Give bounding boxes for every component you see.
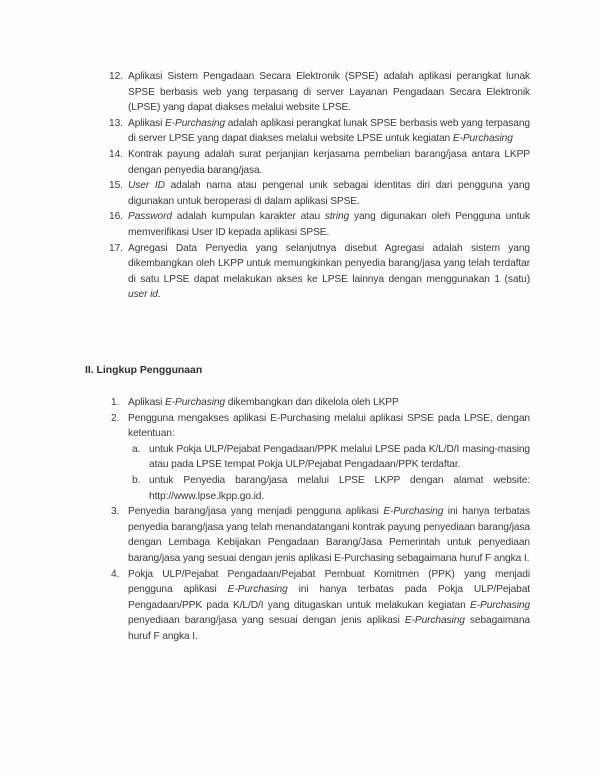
item-text: Agregasi Data Penyedia yang selanjutnya disebut Agregasi adalah sistem yang dikembangkan oleh LKPP untuk memungkinkan penyedia barang/jasa yang telah terdaftar di satu LPSE dapat melakukan akses ke LPSE lainnya dengan menggunakan 1 (satu) [128, 242, 530, 285]
item-text-italic: E-Purchasing [383, 506, 444, 518]
item-text-italic: E-Purchasing [452, 133, 513, 145]
item-text-italic: E-Purchasing [165, 397, 226, 408]
item-text-italic: E-Purchasing [165, 117, 226, 129]
sub-item-text: untuk Penyedia barang/jasa melalui LPSE LKPP dengan alamat website: http://www.lpse.lkpp.go.id. [149, 474, 530, 502]
item-number: 13. [109, 117, 123, 129]
item-text-italic: user id [128, 289, 158, 301]
item-text: Penyedia barang/jasa yang menjadi pengguna aplikasi [128, 506, 384, 518]
item-text-italic: E-Purchasing [227, 584, 288, 596]
item-text: sebagaimana huruf F angka I. [128, 615, 530, 642]
definitions-list [109, 69, 530, 303]
item-text-italic: string [324, 211, 350, 223]
item-text-italic: User ID [128, 180, 165, 192]
item-number: 14. [109, 148, 123, 160]
item-number: 15. [109, 180, 123, 192]
list-item [109, 395, 530, 411]
scope-list [109, 395, 530, 645]
list-item [109, 411, 530, 505]
item-text: penyediaan barang/jasa yang sesuai dengan jenis aplikasi [128, 615, 405, 627]
item-number: 3. [111, 506, 120, 518]
sub-list-item [132, 473, 530, 504]
item-text-italic: E-Purchasing [470, 599, 530, 611]
list-item [109, 241, 530, 303]
item-number: 2. [111, 412, 120, 424]
sub-item-letter: b. [132, 474, 141, 486]
item-text-italic: E-Purchasing [404, 615, 465, 627]
item-number: 17. [109, 242, 123, 254]
item-text: . [157, 289, 161, 301]
item-text-italic: Password [128, 211, 172, 223]
item-text: Pokja ULP/Pejabat Pengadaan/Pejabat Pembuat Komitmen (PPK) yang menjadi pengguna aplikasi [128, 568, 530, 596]
item-text: ini hanya terbatas penyedia barang/jasa yang telah menandatangani kontrak payung penyediaan barang/jasa dengan Lembaga Kebijakan Pengadaan Barang/Jasa Pemerintah untuk penyediaan barang/jasa yang sesuai dengan jenis aplikasi E-Purchasing sebagaimana huruf F angka I. [128, 506, 530, 564]
item-text: Kontrak payung adalah surat perjanjian kerjasama pembelian barang/jasa antara LKPP dengan penyedia barang/jasa. [128, 148, 530, 176]
item-number: 1. [111, 397, 120, 408]
item-text: adalah kumpulan karakter atau [171, 211, 325, 223]
section-heading: II. Lingkup Penggunaan [85, 365, 203, 376]
item-number: 12. [109, 71, 123, 82]
item-text: ini hanya terbatas pada Pokja ULP/Pejabat Pengadaan/PPK pada K/L/D/I yang ditugaskan untuk melakukan kegiatan [128, 584, 530, 611]
list-item [109, 69, 530, 116]
list-item [109, 504, 530, 566]
item-text: adalah nama atau pengenal unik sebagai identitas diri dari pengguna yang digunakan untuk beroperasi di dalam aplikasi SPSE. [128, 180, 530, 207]
list-item [109, 567, 530, 645]
item-number: 4. [111, 568, 120, 580]
item-number: 16. [109, 211, 123, 223]
sub-item-letter: a. [132, 443, 141, 455]
item-text: Aplikasi Sistem Pengadaan Secara Elektronik (SPSE) adalah aplikasi perangkat lunak SPSE berbasis web yang terpasang di server Layanan Pengadaan Secara Elektronik (LPSE) yang dapat diakses melalui website LPSE. [128, 71, 530, 114]
item-text: adalah aplikasi perangkat lunak SPSE berbasis web yang terpasang di server LPSE yang dapat diakses melalui website LPSE untuk kegiatan [128, 117, 531, 145]
list-item [109, 116, 530, 147]
list-item [109, 178, 530, 209]
list-item [109, 209, 530, 240]
sub-item-text: untuk Pokja ULP/Pejabat Pengadaan/PPK melalui LPSE pada K/L/D/I masing-masing atau pada LPSE tempat Pokja ULP/Pejabat Pengadaan/PPK terdaftar. [149, 443, 530, 471]
item-text: Aplikasi [128, 397, 166, 408]
item-text: yang digunakan oleh Pengguna untuk memverifikasi User ID kepada aplikasi SPSE. [128, 211, 530, 238]
sub-list-item [132, 442, 530, 473]
item-text: dikembangkan dan dikelola oleh LKPP [225, 397, 399, 408]
list-item [109, 147, 530, 178]
item-text: Pengguna mengakses aplikasi E-Purchasing melalui aplikasi SPSE pada LPSE, dengan ketentuan: [128, 412, 530, 440]
item-text: Aplikasi [128, 117, 166, 129]
